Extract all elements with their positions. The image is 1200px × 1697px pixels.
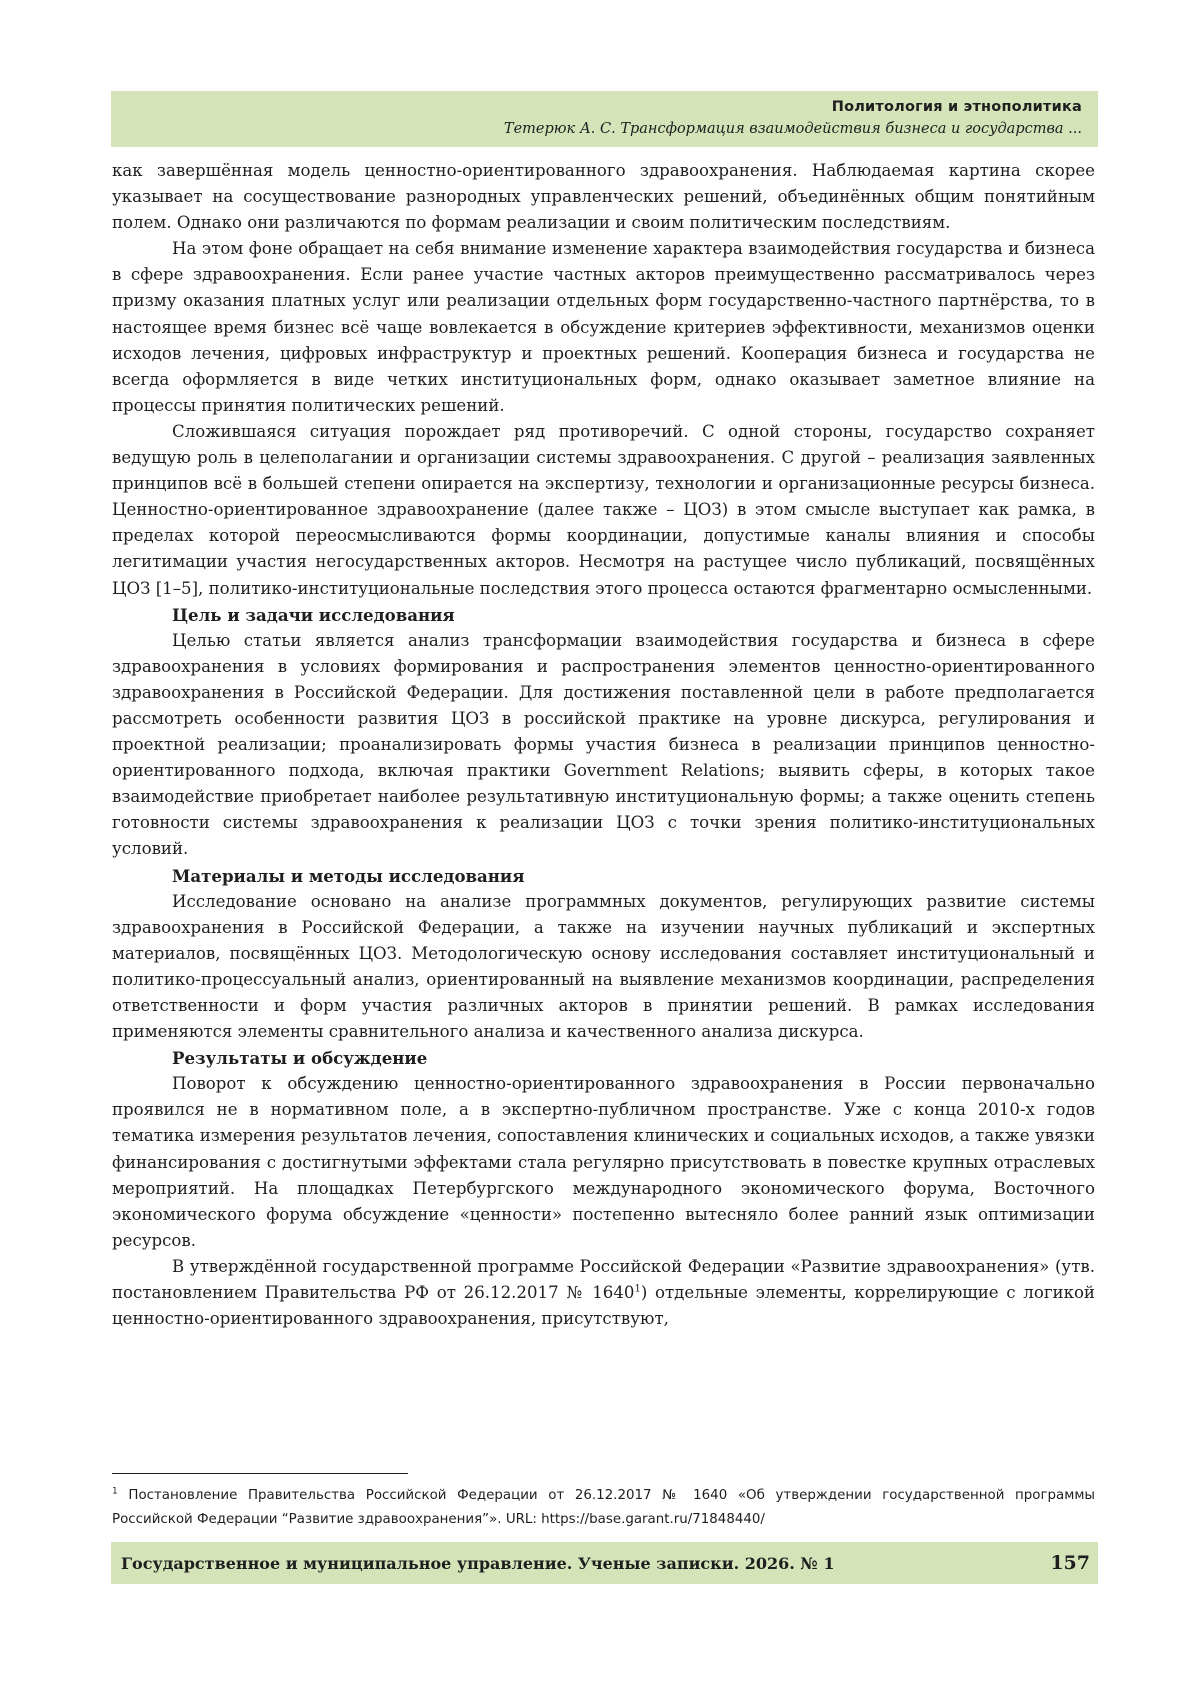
body-paragraph: Поворот к обсуждению ценностно-ориентированного здравоохранения в России первоначально проявился не в нормативном поле, а в экспертно-публичном пространстве. Уже с конца 2010-х годов тематика измерения результатов лечения, сопоставления клинических и социальных исходов, а также увязки финансирования с достигнутыми эффектами стала регулярно присутствовать в повестке крупных отраслевых мероприятий. На площадках Петербургского международного экономического форума, Восточного экономического форума обсуждение «ценности» постепенно вытесняло более ранний язык оптимизации ресурсов. bbox=[112, 1074, 1095, 1250]
article-body bbox=[112, 158, 1095, 1332]
footnote-reference[interactable]: 1 bbox=[634, 1283, 641, 1295]
section-heading-results: Результаты и обсуждение bbox=[172, 1048, 428, 1069]
header-section-title: Политология и этнополитика bbox=[831, 99, 1082, 115]
header-article-subtitle: Тетерюк А. С. Трансформация взаимодействия бизнеса и государства ... bbox=[503, 121, 1082, 137]
body-paragraph: как завершённая модель ценностно-ориентированного здравоохранения. Наблюдаемая картина скорее указывает на сосуществование разнородных управленческих решений, объединённых общим понятийным полем. Однако они различаются по формам реализации и своим политическим последствиям. bbox=[112, 161, 1095, 233]
body-paragraph bbox=[112, 1254, 1095, 1332]
running-footer bbox=[111, 1542, 1098, 1584]
section-heading-methods: Материалы и методы исследования bbox=[172, 865, 525, 886]
body-paragraph: Целью статьи является анализ трансформации взаимодействия государства и бизнеса в сфере здравоохранения в условиях формирования и распространения элементов ценностно-ориентированного здравоохранения в Российской Федерации. Для достижения поставленной цели в работе предполагается рассмотреть особенности развития ЦОЗ в российской практике на уровне дискурса, регулирования и проектной реализации; проанализировать формы участия бизнеса в реализации принципов ценностно-ориентированного подхода, включая практики Government Relations; выявить сферы, в которых такое взаимодействие приобретает наиболее результативную институциональную формы; а также оценить степень готовности системы здравоохранения к реализации ЦОЗ с точки зрения политико-институциональных условий. bbox=[112, 630, 1095, 859]
section-heading-goals: Цель и задачи исследования bbox=[172, 604, 455, 625]
body-paragraph: На этом фоне обращает на себя внимание изменение характера взаимодействия государства и бизнеса в сфере здравоохранения. Если ранее участие частных акторов преимущественно рассматривалось через призму оказания платных услуг или реализации отдельных форм государственно-частного партнёрства, то в настоящее время бизнес всё чаще вовлекается в обсуждение критериев эффективности, механизмов оценки исходов лечения, цифровых инфраструктур и проектных решений. Кооперация бизнеса и государства не всегда оформляется в виде четких институциональных форм, однако оказывает заметное влияние на процессы принятия политических решений. bbox=[112, 239, 1095, 415]
footnote-number: 1 bbox=[112, 1486, 118, 1497]
footer-journal-title: Государственное и муниципальное управление. Ученые записки. 2026. № 1 bbox=[121, 1553, 835, 1573]
body-paragraph: Исследование основано на анализе программных документов, регулирующих развитие системы здравоохранения в Российской Федерации, а также на изучении научных публикаций и экспертных материалов, посвящённых ЦОЗ. Методологическую основу исследования составляет институциональный и политико-процессуальный анализ, ориентированный на выявление механизмов координации, распределения ответственности и форм участия различных акторов в принятии решений. В рамках исследования применяются элементы сравнительного анализа и качественного анализа дискурса. bbox=[112, 891, 1095, 1042]
body-paragraph: Сложившаяся ситуация порождает ряд противоречий. С одной стороны, государство сохраняет ведущую роль в целеполагании и организации системы здравоохранения. С другой – реализация заявленных принципов всё в большей степени опирается на экспертизу, технологии и организационные ресурсы бизнеса. Ценностно-ориентированное здравоохранение (далее также – ЦОЗ) в этом смысле выступает как рамка, в пределах которой переосмысливаются формы координации, допустимые каналы влияния и способы легитимации участия негосударственных акторов. Несмотря на растущее число публикаций, посвящённых ЦОЗ [1–5], политико-институциональные последствия этого процесса остаются фрагментарно осмысленными. bbox=[112, 421, 1095, 598]
footnote-divider bbox=[112, 1473, 408, 1474]
footnote bbox=[112, 1484, 1095, 1532]
page-number: 157 bbox=[1050, 1552, 1090, 1574]
paragraph-text: ) отдельные элементы, коррелирующие с логикой ценностно-ориентированного здравоохранения, присутствуют, bbox=[112, 1283, 1095, 1329]
footnote-text: Постановление Правительства Российской Федерации от 26.12.2017 № 1640 «Об утверждении государственной программы Российской Федерации “Развитие здравоохранения”». URL: https://base.garant.ru/71848440/ bbox=[112, 1488, 1095, 1527]
running-header bbox=[111, 91, 1098, 147]
paragraph-text: В утверждённой государственной программе Российской Федерации «Развитие здравоохранения» (утв. постановлением Правительства РФ от 26.12.2017 № 1640 bbox=[112, 1256, 1095, 1303]
